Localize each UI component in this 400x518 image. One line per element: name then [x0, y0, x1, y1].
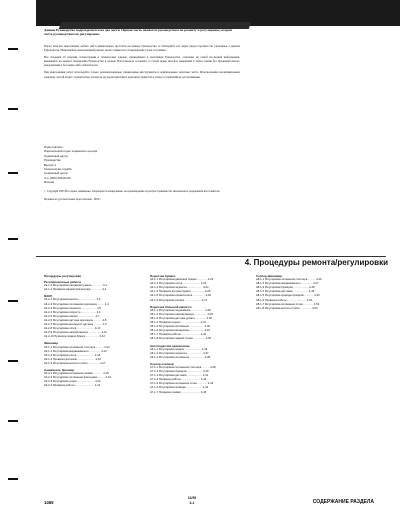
toc-entry: A8-1-6 Проверка работы ......................... 4-51 [256, 298, 313, 302]
address-block [44, 145, 194, 185]
copyright-block [44, 190, 244, 206]
toc-heading: Сшиватель брошюр [44, 367, 75, 372]
toc-entry: A5-1-4 Проверка подачи ......................... 4-31 [150, 321, 206, 325]
address-line: Сервисный центр [44, 171, 68, 176]
toc-entry: A2-2-10 Проверка подачи бумаги ................. 4-12 [44, 335, 105, 339]
toc-entry: A8-1-1 Регулировка положения степлера .......... 4-46 [256, 278, 322, 282]
section-title: 4. Процедуры ремонта/регулировки [244, 258, 388, 267]
notice-title: Данное Руководство подразделяется на две части. Первая часть является руководством по ремонту и регулировке; вторая часть руководством по регулировке. [44, 28, 232, 37]
margin-tick [8, 478, 18, 480]
toc-entry: A3-1-2 Регулировка выравнивателя ............... 4-14 [44, 349, 107, 353]
toc-entry: A2-2-3 Регулировка перекоса .................... 4-5 [44, 306, 101, 310]
address-line: Выпуск 1 [44, 162, 57, 167]
toc-entry: A2-2-9 Регулировка направляющих ................ 4-11 [44, 331, 107, 335]
toc-entry: A2-2-7 Регулировка выходного датчика ........... 4-9 [44, 323, 107, 327]
toc-entry: A7-1-7 Проверка сшивки ......................... 4-45 [150, 390, 207, 394]
toc-entry: A2-2-6 Регулировка датчика оригинала ........... 4-8 [44, 318, 107, 322]
toc-heading: Сортер-степлер [150, 361, 174, 366]
toc-heading: Автоподатчик оригиналов [150, 343, 190, 348]
toc-entry: A2-2-2 Регулировка положения оригинала ......... 4-4 [44, 302, 109, 306]
toc-entry: A2-2-1 Регулировка высоты ...................... 4-3 [44, 298, 101, 302]
toc-entry: A4-1-1 Регулировка давления подачи ............. 4-22 [150, 278, 214, 282]
toc-entry: A3-1-1 Регулировка положения степлера .......... 4-13 [44, 345, 110, 349]
toc-column-3 [256, 272, 356, 311]
toc-column-1 [44, 272, 142, 388]
toc-entry: A7-1-2 Регулировка бункеров .................... 4-40 [150, 370, 209, 374]
toc-entry: A4-1-2 Регулировка лотка ....................... 4-23 [150, 282, 207, 286]
footer-section-label: СОДЕРЖАНИЕ РАЗДЕЛА [312, 499, 374, 505]
margin-tick [8, 360, 18, 362]
toc-heading: Податчик большой ёмкости [150, 304, 192, 309]
footer-center [162, 496, 222, 505]
margin-tick [8, 48, 18, 50]
toc-entry: A7-1-1 Регулировка положения степлера .......... 4-39 [150, 365, 216, 369]
address-line: Техническая служба [44, 167, 72, 172]
notice-paragraph: При выполнении работ используйте только рекомендованные специальные инструменты и оригинальные запасные части. Использование неоригинальных запасных частей может отрицательно сказаться на характеристиках изделия и привести к отказу в гарантийном обслуживании. [44, 70, 240, 79]
section-divider [36, 256, 386, 257]
footer-page-code: 1465 [44, 500, 54, 505]
toc-entry: A6-1-2 Регулировка перекоса .................... 4-37 [150, 351, 209, 355]
margin-tick [8, 420, 18, 422]
footer-date: 11/95 [187, 496, 197, 500]
toc-entry: A6-1-1 Регулировка подачи ...................... 4-36 [150, 347, 208, 351]
toc-heading: Финишёр [44, 341, 59, 346]
toc-entry: A5-1-7 Проверка работы ......................... 4-34 [150, 333, 207, 337]
toc-entry: A8-1-7 Регулировка положения лотка ............. 4-52 [256, 302, 320, 306]
notice-body [44, 44, 240, 82]
toc-entry: A6-1-3 Регулировка положения ................... 4-38 [150, 355, 210, 359]
toc-entry: A5-1-8 Регулировка задней стенки ............... 4-35 [150, 337, 212, 341]
notice-paragraph: Все сведения об изделии, иллюстрации и технические данные, приведённые в настоящем Руководстве, основаны на самой последней информации, имевшейся на момент подписания Руководства к печати. Изготовитель оставляет за собой право вносить изменения в любое время без предварительного уведомления и без каких-либо обязательств. [44, 55, 240, 68]
toc-entry: A2-2-5 Регулировка зазора ...................... 4-7 [44, 314, 100, 318]
toc-heading: Регулировочные работы [44, 280, 82, 285]
toc-entry: A8-1-5 Регулировка привода бункеров ............ 4-50 [256, 294, 320, 298]
toc-entry: A3-1-5 Регулировка высоты стопки ............... 4-17 [44, 361, 106, 365]
toc-heading: Податчик бумаги [150, 274, 176, 278]
toc-entry: A5-1-5 Регулировка положения ................... 4-32 [150, 325, 210, 329]
toc-entry: A2-2-4 Регулировка скорости .................... 4-6 [44, 310, 101, 314]
toc-entry: A3-1-3 Регулировка лотка ....................... 4-15 [44, 353, 101, 357]
margin-tick [8, 300, 18, 302]
toc-entry: A5-1-6 Регулировка механизма ................... 4-33 [150, 329, 210, 333]
toc-entry: A2-1-1 Регулировка натяжения ремня .............. 4-1 [44, 284, 107, 288]
toc-entry: A4-1-5 Регулировка ограничителя ................ 4-26 [150, 294, 212, 298]
toc-entry: A5-1-2 Регулировка направляющих ................ 4-29 [150, 312, 213, 316]
toc-entry: A3-2-3 Регулировка упора ....................... 4-20 [44, 380, 101, 384]
toc-entry: A3-2-1 Регулировка положения сшивки ............ 4-18 [44, 372, 109, 376]
margin-tick [8, 108, 18, 110]
address-line: тел. (000) 000-00-00 [44, 175, 71, 180]
toc-entry: A7-1-4 Проверка работы ......................... 4-42 [150, 378, 207, 382]
margin-tick [8, 172, 18, 174]
address-line: Сервисный центр [44, 153, 68, 158]
toc-entry: A3-2-4 Проверка работы ......................... 4-21 [44, 384, 101, 388]
margin-tick [8, 238, 18, 240]
toc-entry: A7-1-6 Регулировка привода ..................... 4-44 [150, 386, 209, 390]
copyright-text: © Copyright 1993 Все права защищены. Запрещается копирование, воспроизведение и распространение без письменного разрешения изготовителя. [44, 190, 221, 193]
toc-entry: A7-1-5 Регулировка положения лотка ............. 4-43 [150, 382, 214, 386]
toc-heading: DADF [44, 294, 53, 299]
address-line: Подготовлено: [44, 145, 64, 149]
toc-entry: A4-1-6 Регулировка ролика ...................... 4-27 [150, 298, 208, 302]
toc-entry: A4-1-4 Проверка датчика бумаги ................. 4-25 [150, 290, 211, 294]
address-line: Япония [44, 180, 55, 185]
footer-page-number: 4-1 [189, 500, 195, 505]
edition-note: Издание на русском языке подготовлено, 1993 г. [44, 198, 102, 202]
toc-entry: A7-1-3 Регулировка датчиков .................... 4-41 [150, 374, 209, 378]
toc-entry: A8-1-8 Регулировка высоты стопки ............... 4-53 [256, 306, 318, 310]
toc-entry: A5-1-3 Регулировка датчика уровня .............. 4-30 [150, 316, 212, 320]
address-line: Руководство [44, 158, 61, 163]
toc-entry: A5-1-1 Регулировка подъёмника .................. 4-28 [150, 308, 211, 312]
toc-column-2 [150, 272, 248, 395]
toc-entry: A3-1-4 Проверка датчиков ....................... 4-16 [44, 357, 101, 361]
toc-entry: A8-1-4 Регулировка датчиков .................... 4-49 [256, 290, 315, 294]
toc-heading: Процедуры регулировки [44, 274, 82, 278]
notice-paragraph: Перед началом выполнения любых работ внимательно прочтите настоящее Руководство и соблюдайте все меры предосторожности, указанные в данном Руководстве. Неправильно выполненный ремонт может привести к повреждению узлов и травмам. [44, 44, 240, 53]
toc-entry: A8-1-3 Регулировка бункеров .................... 4-48 [256, 286, 315, 290]
toc-entry: A2-1-2 Проверка параметров выхода .............. 4-2 [44, 288, 107, 292]
toc-entry: A3-2-2 Регулировка положения фальцовки ......... 4-19 [44, 376, 112, 380]
toc-heading: Сортер-финишёр [256, 274, 282, 278]
toc-entry: A8-1-2 Регулировка выравнивателя ............... 4-47 [256, 282, 319, 286]
toc-entry: A2-2-8 Регулировка лотка ....................... 4-10 [44, 327, 101, 331]
address-line: Издательский отдел сервисного центра [44, 149, 97, 154]
toc-entry: A4-1-3 Регулировка перекоса .................... 4-24 [150, 286, 209, 290]
